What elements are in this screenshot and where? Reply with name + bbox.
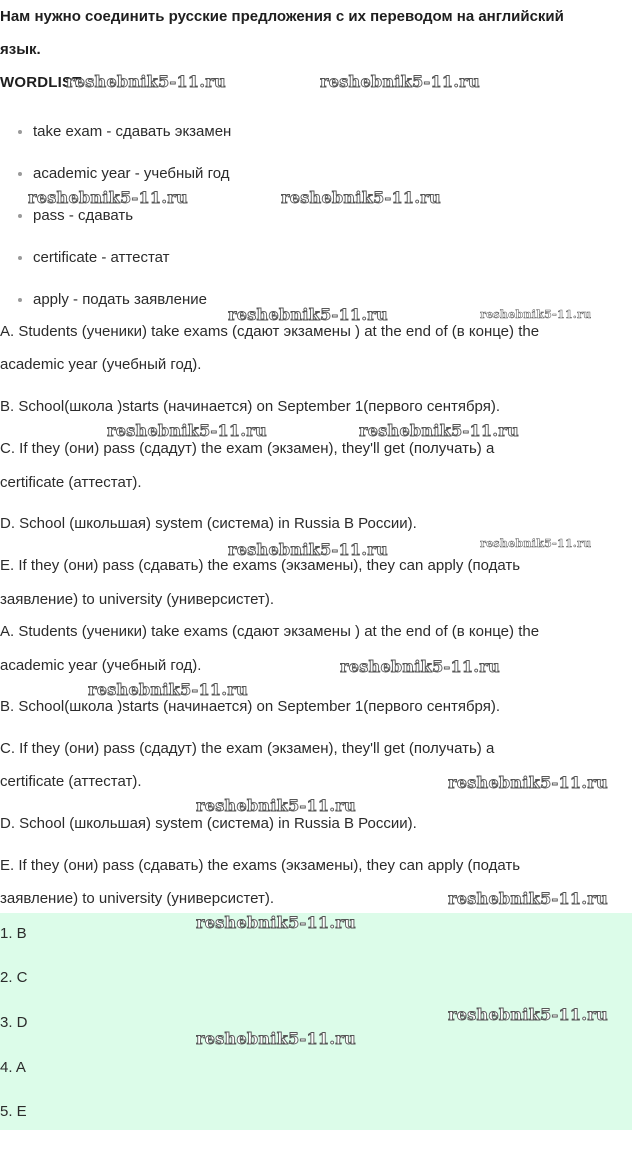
sentence-b-line-1: B. School(школа )starts (начинается) on September 1(первого сентября).: [0, 398, 501, 415]
watermark: reshebnik5-11.ru: [448, 889, 608, 908]
watermark: reshebnik5-11.ru: [28, 188, 188, 207]
sentence-e-line-1: E. If they (они) pass (сдавать) the exams (экзамены), they can apply (подать: [0, 557, 521, 574]
sentence-c-line-1: C. If they (они) pass (сдадут) the exam (экзамен), they'll get (получать) a: [0, 740, 495, 757]
wordlist-item-text: certificate - аттестат: [33, 249, 170, 266]
sentence-a-line-2: academic year (учебный год).: [0, 356, 202, 373]
bullet-icon: [18, 172, 22, 176]
sentence-a-line-1: A. Students (ученики) take exams (сдают экзамены ) at the end of (в конце) the: [0, 623, 540, 640]
sentence-d-line-1: D. School (школьшая) system (система) in Russia В России).: [0, 815, 417, 832]
watermark: reshebnik5-11.ru: [228, 540, 388, 559]
wordlist-item: [33, 291, 207, 308]
sentence-b-line-1: B. School(школа )starts (начинается) on September 1(первого сентября).: [0, 698, 501, 715]
bullet-icon: [18, 130, 22, 134]
bullet-icon: [18, 256, 22, 260]
wordlist-item: [33, 123, 231, 140]
watermark: reshebnik5-11.ru: [107, 421, 267, 440]
sentence-c-line-2: certificate (аттестат).: [0, 773, 142, 790]
answer-item: 4. A: [0, 1059, 26, 1076]
watermark: reshebnik5-11.ru: [340, 657, 500, 676]
sentence-a-line-2: academic year (учебный год).: [0, 657, 202, 674]
answer-item: 1. B: [0, 925, 27, 942]
sentence-e-line-1: E. If they (они) pass (сдавать) the exams (экзамены), they can apply (подать: [0, 857, 521, 874]
wordlist-item-text: apply - подать заявление: [33, 291, 208, 308]
watermark: reshebnik5-11.ru: [228, 305, 388, 324]
watermark: reshebnik5-11.ru: [66, 72, 226, 91]
answer-item: 2. C: [0, 969, 28, 986]
bullet-icon: [18, 214, 22, 218]
wordlist-item: [33, 207, 133, 224]
wordlist-item-text: take exam - сдавать экзамен: [33, 123, 232, 140]
watermark: reshebnik5-11.ru: [88, 680, 248, 699]
watermark: reshebnik5-11.ru: [448, 773, 608, 792]
bullet-icon: [18, 298, 22, 302]
sentence-a-line-1: A. Students (ученики) take exams (сдают экзамены ) at the end of (в конце) the: [0, 323, 540, 340]
sentence-e-line-2: заявление) to university (универсистет).: [0, 591, 275, 608]
wordlist-label: WORDLIST: [0, 74, 82, 91]
watermark: reshebnik5-11.ru: [196, 913, 356, 932]
answer-item: 3. D: [0, 1014, 28, 1031]
wordlist-item-text: pass - сдавать: [33, 207, 134, 224]
watermark: reshebnik5-11.ru: [359, 421, 519, 440]
watermark: reshebnik5-11.ru: [320, 72, 480, 91]
sentence-e-line-2: заявление) to university (универсистет).: [0, 890, 275, 907]
watermark: reshebnik5-11.ru: [480, 537, 592, 550]
watermark: reshebnik5-11.ru: [480, 308, 592, 321]
answer-item: 5. E: [0, 1103, 27, 1120]
sentence-d-line-1: D. School (школьшая) system (система) in Russia В России).: [0, 515, 417, 532]
intro-line-2: язык.: [0, 41, 41, 58]
sentence-c-line-2: certificate (аттестат).: [0, 474, 142, 491]
wordlist-item: [33, 165, 229, 182]
watermark: reshebnik5-11.ru: [196, 1029, 356, 1048]
watermark: reshebnik5-11.ru: [448, 1005, 608, 1024]
watermark: reshebnik5-11.ru: [281, 188, 441, 207]
intro-line-1: Нам нужно соединить русские предложения с их переводом на английский: [0, 8, 564, 25]
wordlist-item-text: academic year - учебный год: [33, 165, 230, 182]
watermark: reshebnik5-11.ru: [196, 796, 356, 815]
wordlist-item: [33, 249, 170, 266]
sentence-c-line-1: C. If they (они) pass (сдадут) the exam (экзамен), they'll get (получать) a: [0, 440, 495, 457]
